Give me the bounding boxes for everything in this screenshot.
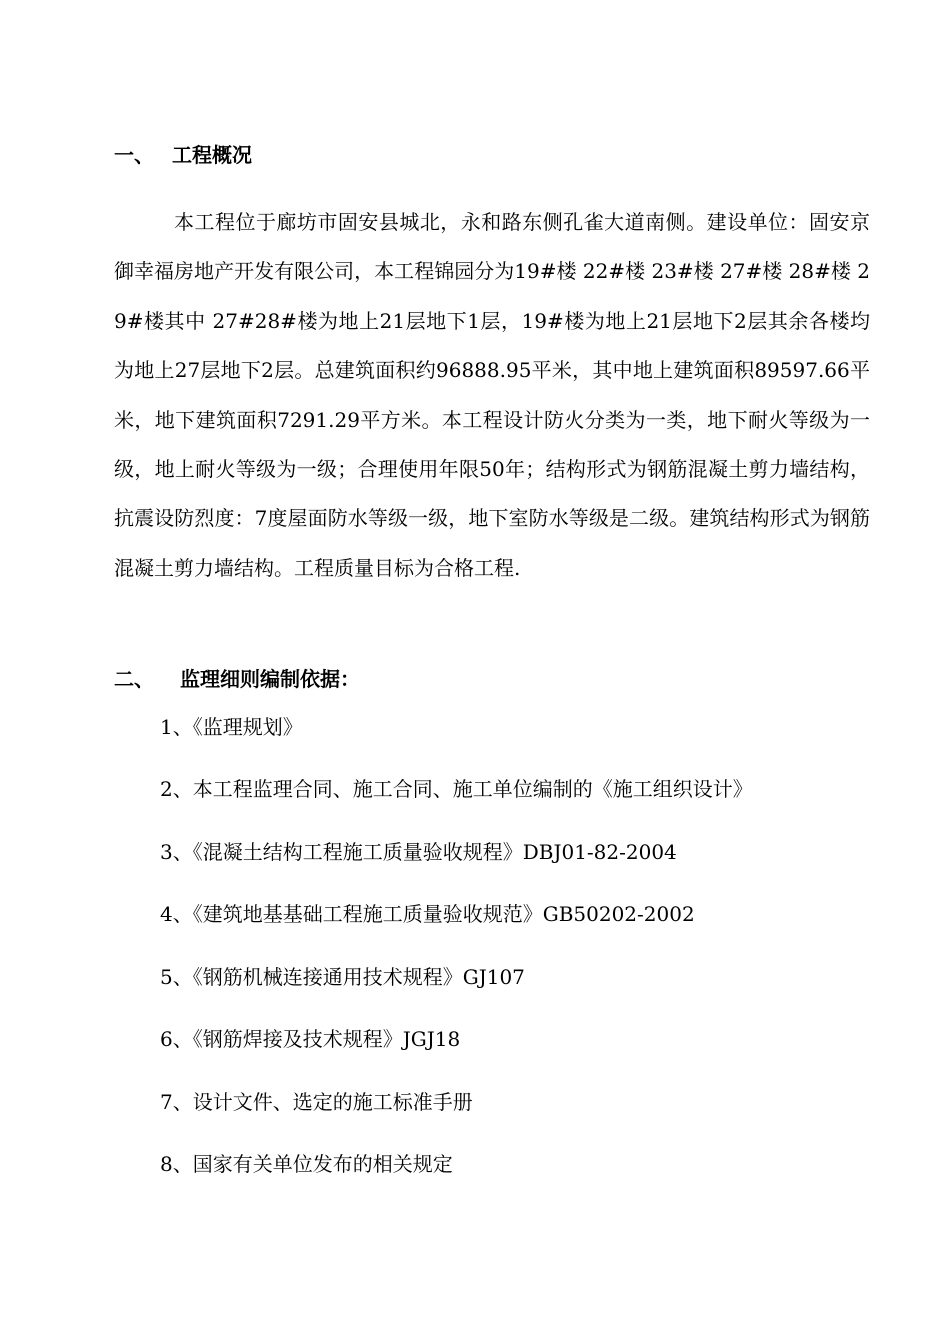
section-heading-basis — [114, 663, 360, 692]
section-number: 一、 — [114, 143, 154, 167]
basis-list-item: 5、《钢筋机械连接通用技术规程》GJ107 — [160, 965, 525, 989]
basis-list-item: 8、国家有关单位发布的相关规定 — [160, 1152, 453, 1176]
basis-list-item: 3、《混凝土结构工程施工质量验收规程》DBJ01-82-2004 — [160, 840, 677, 864]
basis-list-item: 6、《钢筋焊接及技术规程》JGJ18 — [160, 1027, 461, 1051]
section-number: 二、 — [114, 667, 154, 691]
overview-paragraph: 本工程位于廊坊市固安县城北，永和路东侧孔雀大道南侧。建设单位：固安京御幸福房地产开发有限公司，本工程锦园分为19#楼 22#楼 23#楼 27#楼 28#楼 29#楼其中 27#28#楼为地上21层地下1层，19#楼为地上21层地下2层其余各楼均为地上27层地下2层。总建筑面积约96888.95平米，其中地上建筑面积89597.66平米，地下建筑面积7291.29平方米。本工程设计防火分类为一类，地下耐火等级为一级，地上耐火等级为一级；合理使用年限50年；结构形式为钢筋混凝土剪力墙结构，抗震设防烈度：7度屋面防水等级一级，地下室防水等级是二级。建筑结构形式为钢筋混凝土剪力墙结构。工程质量目标为合格工程. — [114, 210, 870, 580]
basis-list-item: 2、本工程监理合同、施工合同、施工单位编制的《施工组织设计》 — [160, 777, 753, 801]
section-title: 监理细则编制依据： — [180, 667, 360, 691]
section-title: 工程概况 — [172, 143, 252, 167]
section-heading-overview — [114, 139, 252, 168]
basis-list-item: 7、设计文件、选定的施工标准手册 — [160, 1090, 473, 1114]
basis-list-item: 1、《监理规划》 — [160, 715, 303, 739]
basis-list-item: 4、《建筑地基基础工程施工质量验收规范》GB50202-2002 — [160, 902, 695, 926]
